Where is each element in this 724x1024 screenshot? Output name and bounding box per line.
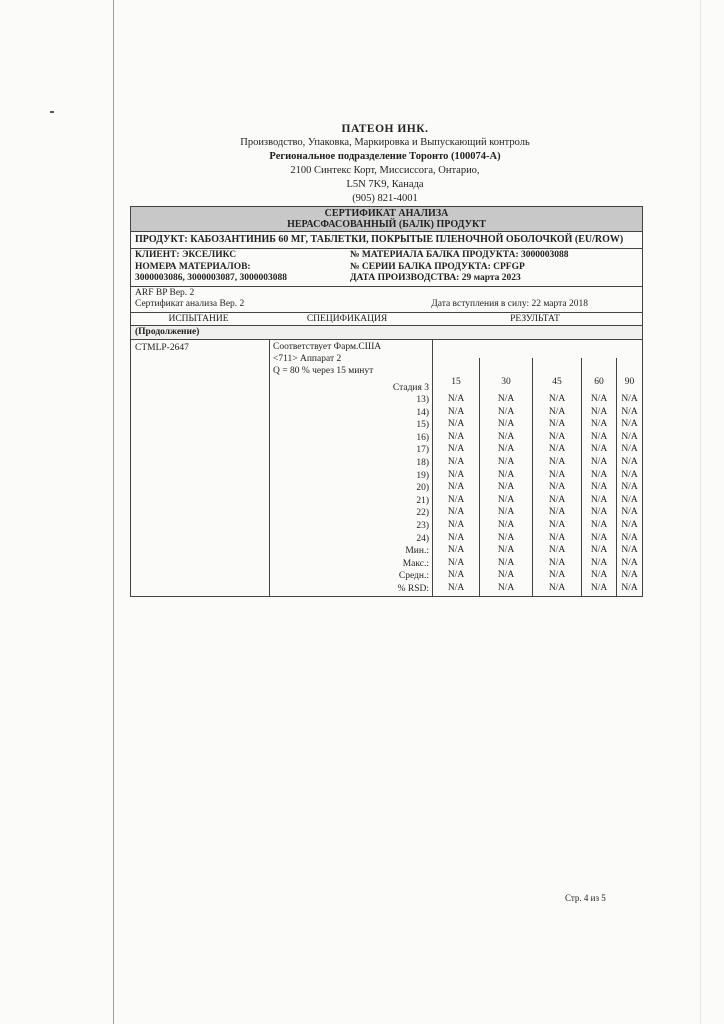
result-cell: N/A <box>548 570 566 581</box>
client-block <box>131 249 642 287</box>
result-cell: N/A <box>447 557 465 568</box>
result-cell: N/A <box>497 444 515 455</box>
result-cell: N/A <box>548 545 566 556</box>
result-cell: N/A <box>548 394 566 405</box>
column-test: ИСПЫТАНИЕ <box>168 313 229 324</box>
result-cell: N/A <box>447 419 465 430</box>
row-label: 20) <box>416 483 429 494</box>
result-cell: N/A <box>590 570 608 581</box>
row-label: 18) <box>416 458 429 469</box>
result-cell: N/A <box>447 406 465 417</box>
header-line-2: Региональное подразделение Торонто (100074-А) <box>269 151 501 162</box>
certificate-title <box>131 207 642 232</box>
result-cell: N/A <box>447 482 465 493</box>
left-margin-line <box>113 0 114 1024</box>
result-cell: N/A <box>447 494 465 505</box>
result-cell: N/A <box>548 583 566 593</box>
row-label: 13) <box>416 395 429 406</box>
result-cell: N/A <box>548 520 566 531</box>
result-cell: N/A <box>548 532 566 543</box>
row-label: 15) <box>416 420 429 431</box>
row-label: 16) <box>416 432 429 443</box>
result-cell: N/A <box>497 494 515 505</box>
spec-line-3: Q = 80 % через 15 минут <box>273 365 374 376</box>
result-cell: N/A <box>590 394 608 405</box>
column-headers <box>131 313 642 326</box>
result-cell: N/A <box>590 520 608 531</box>
result-cell: N/A <box>497 507 515 518</box>
result-cell: N/A <box>621 557 638 568</box>
result-column <box>479 358 532 596</box>
result-cell: N/A <box>621 469 638 480</box>
result-cell: N/A <box>548 457 566 468</box>
row-label: Средн.: <box>398 571 429 582</box>
result-cell: N/A <box>497 469 515 480</box>
result-cell: N/A <box>621 583 638 593</box>
certificate-title-1: СЕРТИФИКАТ АНАЛИЗА <box>324 208 449 219</box>
result-cell: N/A <box>590 583 608 593</box>
result-cell: N/A <box>590 469 608 480</box>
result-cell: N/A <box>621 520 638 531</box>
result-cell: N/A <box>621 419 638 430</box>
result-cell: N/A <box>590 482 608 493</box>
result-cell: N/A <box>447 545 465 556</box>
row-label: Мин.: <box>405 546 429 557</box>
bulk-material-number: № МАТЕРИАЛА БАЛКА ПРОДУКТА: 3000003088 <box>350 250 569 260</box>
result-cell: N/A <box>497 520 515 531</box>
client-name: КЛИЕНТ: ЭКСЕЛИКС <box>135 250 237 260</box>
row-label: 22) <box>416 508 429 519</box>
result-column <box>433 358 479 596</box>
result-cell: N/A <box>548 507 566 518</box>
header-line-5: (905) 821-4001 <box>352 193 418 204</box>
result-cell: N/A <box>548 444 566 455</box>
time-header: 60 <box>594 376 604 387</box>
row-label: Макс.: <box>402 558 429 569</box>
result-cell: N/A <box>497 545 515 556</box>
header-line-1: Производство, Упаковка, Маркировка и Выпускающий контроль <box>240 137 530 148</box>
result-cell: N/A <box>621 482 638 493</box>
result-cell: N/A <box>548 406 566 417</box>
result-cell: N/A <box>621 394 638 405</box>
stage-list <box>393 382 429 596</box>
result-cell: N/A <box>497 532 515 543</box>
header-line-3: 2100 Синтекс Корт, Миссиссога, Онтарио, <box>290 165 480 176</box>
time-header: 90 <box>624 376 635 387</box>
result-cell: N/A <box>447 520 465 531</box>
result-cell: N/A <box>621 507 638 518</box>
product-name: ПРОДУКТ: КАБОЗАНТИНИБ 60 МГ, ТАБЛЕТКИ, ПОКРЫТЫЕ ПЛЕНОЧНОЙ ОБОЛОЧКОЙ (EU/ROW) <box>131 232 642 249</box>
column-spec: СПЕЦИФИКАЦИЯ <box>306 313 388 324</box>
scan-speck <box>50 111 54 113</box>
result-cell: N/A <box>590 507 608 518</box>
result-cell: N/A <box>590 532 608 543</box>
certificate-table <box>130 206 643 597</box>
continuation-label: (Продолжение) <box>131 326 642 340</box>
right-margin-line <box>700 0 701 1024</box>
result-cell: N/A <box>447 570 465 581</box>
result-cell: N/A <box>590 557 608 568</box>
result-cell: N/A <box>590 406 608 417</box>
result-cell: N/A <box>447 507 465 518</box>
result-cell: N/A <box>590 444 608 455</box>
result-cell: N/A <box>447 532 465 543</box>
spec-cell <box>270 340 433 596</box>
result-cell: N/A <box>548 431 566 442</box>
result-cell: N/A <box>447 444 465 455</box>
result-column <box>616 358 642 596</box>
result-cell: N/A <box>621 532 638 543</box>
result-cell: N/A <box>497 557 515 568</box>
material-numbers: 3000003086, 3000003087, 3000003088 <box>135 273 287 283</box>
result-cell: N/A <box>548 469 566 480</box>
spec-line-2: <711> Аппарат 2 <box>273 353 342 364</box>
result-cell: N/A <box>497 406 515 417</box>
result-cell: N/A <box>447 394 465 405</box>
cert-version: Сертификат анализа Вер. 2 <box>135 299 245 309</box>
row-label: % RSD: <box>397 584 429 594</box>
header-line-4: L5N 7K9, Канада <box>346 179 424 190</box>
result-cell: N/A <box>447 583 465 593</box>
result-cell: N/A <box>548 419 566 430</box>
time-header: 45 <box>552 376 562 387</box>
row-label: 17) <box>416 445 429 456</box>
certificate-title-2: НЕРАСФАСОВАННЫЙ (БАЛК) ПРОДУКТ <box>287 219 486 230</box>
row-label: 21) <box>416 495 429 506</box>
result-cell: N/A <box>621 457 638 468</box>
result-cell: N/A <box>497 482 515 493</box>
company-header <box>200 122 570 206</box>
result-cell: N/A <box>497 394 515 405</box>
column-result: РЕЗУЛЬТАТ <box>510 313 560 324</box>
row-label: 23) <box>416 521 429 532</box>
time-header: 30 <box>501 376 511 387</box>
page-number: Стр. 4 из 5 <box>565 893 606 903</box>
result-cell: N/A <box>590 431 608 442</box>
result-cell: N/A <box>497 419 515 430</box>
row-label: 19) <box>416 470 429 481</box>
bulk-series-number: № СЕРИИ БАЛКА ПРОДУКТА: CPFGP <box>350 261 525 272</box>
company-name: ПАТЕОН ИНК. <box>341 123 429 135</box>
result-cell: N/A <box>497 570 515 581</box>
result-cell: N/A <box>590 419 608 430</box>
result-cell: N/A <box>621 545 638 556</box>
version-block <box>131 287 642 313</box>
result-cell: N/A <box>621 431 638 442</box>
result-cell: N/A <box>621 444 638 455</box>
row-label: 24) <box>416 533 429 544</box>
production-date: ДАТА ПРОИЗВОДСТВА: 29 марта 2023 <box>350 273 521 283</box>
result-cell: N/A <box>621 494 638 505</box>
result-cell: N/A <box>621 406 638 417</box>
result-cell: N/A <box>447 457 465 468</box>
result-cell: N/A <box>590 494 608 505</box>
row-label: 14) <box>416 407 429 418</box>
test-row <box>131 340 642 596</box>
spec-line-1: Соответствует Фарм.США <box>273 341 382 352</box>
result-cell: N/A <box>497 457 515 468</box>
test-name: CTMLP-2647 <box>131 340 270 596</box>
result-cell: N/A <box>590 545 608 556</box>
result-cell: N/A <box>590 457 608 468</box>
result-cell: N/A <box>447 469 465 480</box>
result-column <box>581 358 616 596</box>
result-column <box>532 358 581 596</box>
result-cell: N/A <box>548 557 566 568</box>
result-cell: N/A <box>497 583 515 593</box>
result-cell: N/A <box>548 482 566 493</box>
result-cell: N/A <box>447 431 465 442</box>
material-label: НОМЕРА МАТЕРИАЛОВ: <box>135 261 251 272</box>
arf-version: ARF BP Вер. 2 <box>135 287 195 298</box>
stage-label: Стадия 3 <box>392 382 429 393</box>
time-header: 15 <box>451 376 461 387</box>
result-cell: N/A <box>497 431 515 442</box>
result-cell: N/A <box>548 494 566 505</box>
effective-date: Дата вступления в силу: 22 марта 2018 <box>431 299 588 309</box>
results-grid <box>433 340 642 596</box>
result-cell: N/A <box>621 570 638 581</box>
